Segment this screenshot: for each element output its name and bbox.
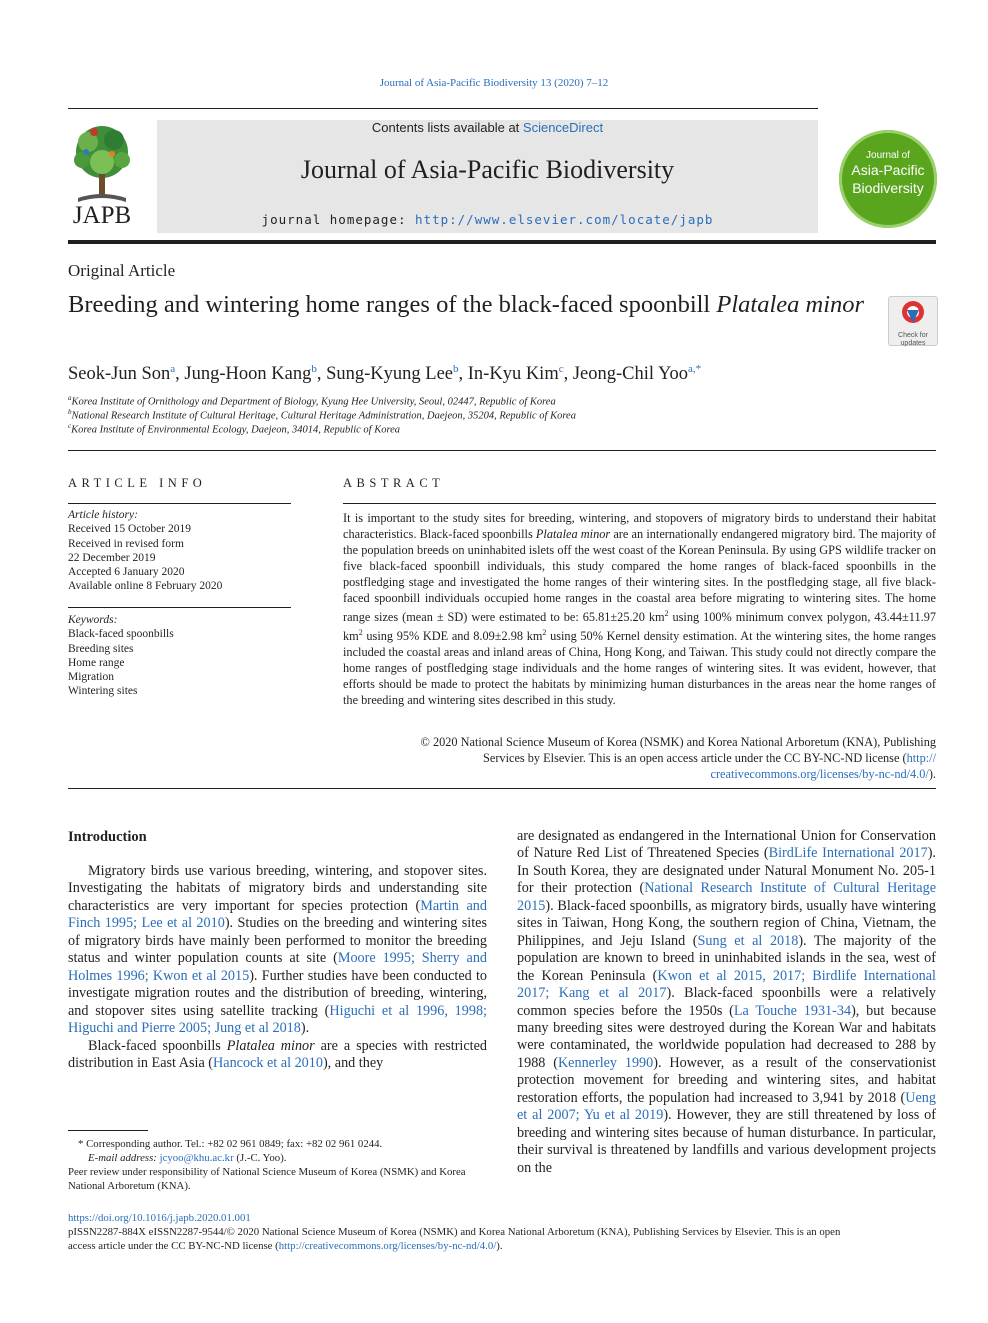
contents-prefix: Contents lists available at [371,120,523,135]
body-text: ). However, they are still threatened by loss of breeding and wintering sites because of human disturbance. In particular, their survival is threatened by landfills and various development projects on the [517,1107,936,1176]
corresponding-author: * Corresponding author. Tel.: +82 02 961 0849; fax: +82 02 961 0244. [78,1138,383,1150]
citation-link[interactable]: Kennerley 1990 [557,1054,654,1071]
body-text: ). The majority of the population are known to breed in uninhabited islands in the sea, west of the Korean Peninsula ( [517,932,936,984]
journal-badge [839,130,937,228]
author-list: Seok-Jun Son$^a$, Jung-Hoon Kang$^b$, Sung-Kyung Lee$^b$, In-Kyu Kim$^c$, Jeong-Chil Yoo$^{a,*}$ [68,363,702,385]
copyright-line: Services by Elsevier. This is an open access article under the CC BY-NC-ND license (http:// [483,751,936,765]
keyword: Migration [68,671,114,684]
affiliation: $^a$Korea Institute of Ornithology and Department of Biology, Kyung Hee University, Seoul, 02447, Republic of Korea [68,394,556,408]
author-affil-link[interactable]: b [311,363,317,375]
homepage-prefix: journal homepage: [261,212,416,227]
badge-text [839,150,937,197]
homepage-line [157,212,818,227]
affiliation: $^b$National Research Institute of Cultural Heritage, Cultural Heritage Administration, Daejeon, 35204, Republic of Korea [68,408,576,422]
body-text: Migratory birds use various breeding, wintering, and stopover sites. Investigating the habitats of migratory birds and understanding site characteristics are very important for species protection ( [68,863,487,914]
author-affil-link[interactable]: a [170,363,176,375]
journal-title: Journal of Asia-Pacific Biodiversity [300,155,675,184]
history-item: Received in revised form [68,537,184,550]
contents-line [157,120,818,135]
sciencedirect-link[interactable]: ScienceDirect [522,120,604,135]
author-affil-link[interactable]: a,* [688,363,702,375]
citation-link[interactable]: Higuchi et al 1996, 1998; Higuchi and Pierre 2005; Jung et al 2018 [68,1002,487,1037]
info-rule [68,503,291,504]
body-text: ). Black-faced spoonbills were a relatively common species before the 1950s ( [517,985,936,1019]
citation-link[interactable]: Kwon et al 2015, 2017; Birdlife International 2017; Kang et al 2017 [517,967,937,1002]
email-link[interactable]: jcyoo@khu.ac.kr [159,1152,234,1164]
license-line: access article under the CC BY-NC-ND license (http://creativecommons.org/licenses/by-nc-nd/4.0/). [68,1240,503,1252]
citation-link[interactable]: Sung et al 2018 [697,932,799,949]
copyright-line: © 2020 National Science Museum of Korea (NSMK) and Korea National Arboretum (KNA), Publishing [420,735,936,749]
badge-line1: Journal of [866,150,910,161]
author: Seok-Jun Son$^a$ [68,363,176,385]
intro-left-column [68,863,487,1072]
article-history [68,508,291,594]
crossmark-text1: Check for [898,332,928,339]
badge-line3: Biodiversity [852,180,924,196]
body-text: Black-faced spoonbills [88,1037,227,1054]
footnotes [68,1137,488,1193]
keywords [68,613,291,699]
article-title [68,290,868,319]
intro-paragraph [68,863,487,1038]
abstract-copyright [343,734,936,782]
citation-link[interactable]: National Research Institute of Cultural Heritage 2015 [517,880,936,914]
affiliation-rule [68,450,936,451]
abstract-rule [343,503,936,504]
article-type: Original Article [68,261,176,280]
keyword: Breeding sites [68,642,134,655]
body-text: ). Studies on the breeding and wintering sites of migratory birds have mainly been performed to monitor the breeding status and winter population counts at site ( [68,915,487,967]
copyright-line: creativecommons.org/licenses/by-nc-nd/4.0/). [710,767,936,781]
citation-link[interactable]: BirdLife International 2017 [768,845,928,862]
intro-heading: Introduction [68,829,147,845]
body-text: ). Further studies have been conducted to investigate migration routes and the distribution of breeding, wintering, and stopover sites using satellite tracking ( [68,967,488,1019]
peer-review-note: Peer review under responsibility of National Science Museum of Korea (NSMK) and Korea National Arboretum (KNA). [68,1166,466,1192]
affiliation: $^c$Korea Institute of Environmental Ecology, Daejeon, 34014, Republic of Korea [68,422,401,436]
abstract-text: It is important to the study sites for breeding, wintering, and stopovers of migratory birds to understand their habitat characteristics. Black-faced spoonbills Platalea minor are an internationally endangered migratory bird. The majority of the population breeds on uninhabited islets off the west coast of the Korean Peninsula. By using GPS wildlife tracker on five black-faced spoonbill individuals, this study compared the home ranges of black-faced spoonbills in the postfledging stage and investigated the home ranges of their wintering sites. In the postfledging stage, all five black-faced spoonbill individuals occupied home ranges in the coastal area before migrating to wintering sites. The home range sizes (mean ± SD) were estimated to be: 65.81±25.20 $km^2$ using 100% minimum convex polygon, 43.44±11.97 $km^2$ using 95% KDE and 8.09±2.98 $km^2$ using 50% Kernel density estimation. At the wintering sites, the home ranges included the coastal areas and inland areas of China, Hong Kong, and Taiwan. This study could not directly compare the home ranges of postfledging stage individuals and the home ranges of wintering sites. It was evident, however, that efforts should be made to protect the habitats by minimizing human disturbances in the areas near the home ranges of the breeding and wintering sites described in this study. [343,511,937,708]
keywords-label: Keywords: [68,614,118,626]
body-text: ), but because many breeding sites were destroyed during the Korean War and habitats were contaminated, the worldwide population had decreased to 288 by 1988 ( [517,1002,936,1071]
title-text: Breeding and wintering home ranges of the black-faced spoonbill [68,291,717,318]
keyword: Home range [68,656,125,669]
footer-license-link[interactable]: http://creativecommons.org/licenses/by-nc-nd/4.0/ [278,1240,497,1252]
running-head[interactable]: Journal of Asia-Pacific Biodiversity 13 (2020) 7–12 [379,77,609,89]
check-for-updates-button[interactable] [888,296,938,346]
body-text: are designated as endangered in the International Union for Conservation of Nature Red List of Threatened Species ( [517,828,936,862]
citation-link[interactable]: Moore 1995; Sherry and Holmes 1996; Kwon et al 2015 [68,950,488,984]
history-item: Available online 8 February 2020 [68,580,223,593]
keyword: Black-faced spoonbills [68,628,174,641]
page-footer [68,1211,936,1253]
author: Jung-Hoon Kang$^b$ [184,363,317,385]
banner-rule [68,240,936,244]
issn-line: pISSN2287-884X eISSN2287-9544/© 2020 National Science Museum of Korea (NSMK) and Korea National Arboretum (KNA), Publishing Services by Elsevier. This is an open [68,1226,841,1238]
homepage-link[interactable]: http://www.elsevier.com/locate/japb [415,212,714,227]
author: Jeong-Chil Yoo$^{a,*}$ [572,363,702,385]
author-affil-link[interactable]: c [558,363,564,375]
body-text: ). However, as a result of the conservationist protection movement for breeding and wintering sites, and habitat restoration efforts, the population had increased to 3,941 by 2018 ( [517,1054,936,1106]
citation-link[interactable]: Hancock et al 2010 [213,1054,323,1071]
crossmark-text2: updates [900,340,926,347]
abstract-heading: ABSTRACT [343,476,445,490]
citation-link[interactable]: Ueng et al 2007; Yu et al 2019 [517,1089,936,1124]
title-species: Platalea minor [716,291,865,318]
history-item: 22 December 2019 [68,551,156,564]
citation-link[interactable]: La Touche 1931-34 [733,1002,852,1019]
crossmark-icon [889,297,937,327]
author-affil-link[interactable]: b [453,363,459,375]
body-text: ). Black-faced spoonbills, as migratory birds, usually have wintering sites in Taiwan, Hong Kong, the southern region of China, Vietnam, the Philippines, and Jeju Island ( [517,897,936,949]
doi-link[interactable]: https://doi.org/10.1016/j.japb.2020.01.001 [68,1212,251,1224]
history-item: Received 15 October 2019 [68,523,191,536]
history-label: Article history: [68,509,138,521]
logo-text: JAPB [72,202,132,229]
body-text: ), and they [322,1054,384,1071]
history-item: Accepted 6 January 2020 [68,566,185,579]
badge-line2: Asia-Pacific [851,162,925,178]
footnote-rule [68,1130,148,1131]
body-text: ). [300,1020,310,1037]
species-name: Platalea minor [226,1037,315,1054]
email-line: E-mail address: jcyoo@khu.ac.kr (J.-C. Yoo). [88,1152,287,1164]
japb-logo [68,122,136,232]
intro-paragraph [517,828,936,1177]
author: Sung-Kyung Lee$^b$ [326,363,459,385]
intro-right-column [517,828,936,1177]
header-rule [68,108,818,109]
keywords-rule [68,607,291,608]
keyword: Wintering sites [68,685,138,698]
author: In-Kyu Kim$^c$ [467,363,564,385]
body-text: ). In South Korea, they are designated under Natural Monument No. 205-1 for their protection ( [517,845,936,897]
intro-paragraph [68,1038,487,1073]
abstract-end-rule [68,788,936,789]
license-link[interactable]: creativecommons.org/licenses/by-nc-nd/4.0/ [710,767,929,781]
citation-link[interactable]: Martin and Finch 1995; Lee et al 2010 [68,897,487,932]
body-text: are a species with restricted distribution in East Asia ( [68,1037,488,1071]
article-info-heading: ARTICLE INFO [68,476,207,490]
license-link[interactable]: http:// [906,751,936,765]
